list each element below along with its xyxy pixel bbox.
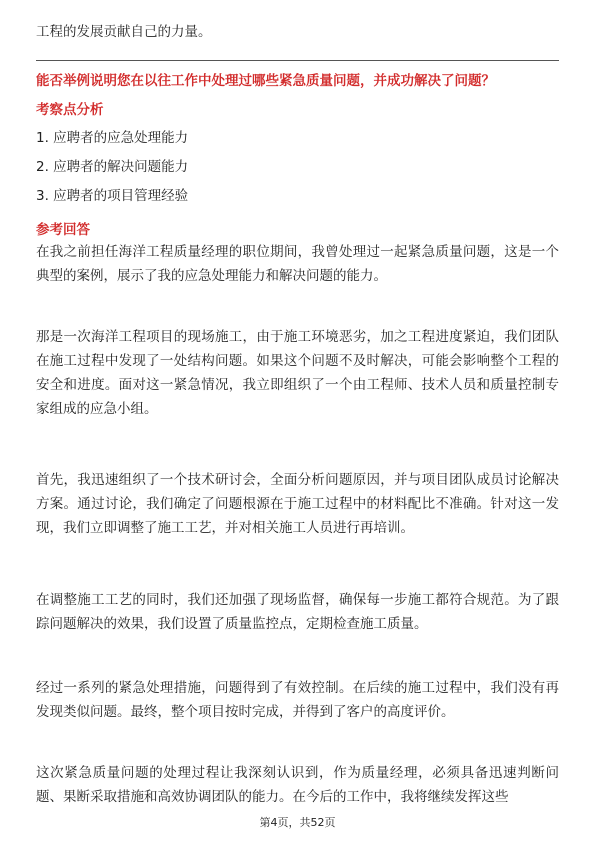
divider	[36, 60, 559, 61]
lead-text: 工程的发展贡献自己的力量。	[36, 24, 212, 40]
question-heading: 能否举例说明您在以往工作中处理过哪些紧急质量问题，并成功解决了问题？	[36, 73, 495, 89]
analysis-item: 3. 应聘者的项目管理经验	[36, 188, 189, 204]
analysis-item: 1. 应聘者的应急处理能力	[36, 130, 189, 146]
answer-paragraph: 首先，我迅速组织了一个技术研讨会，全面分析问题原因，并与项目团队成员讨论解决方案。通过讨论，我们确定了问题根源在于施工过程中的材料配比不准确。针对这一发现，我们立即调整了施工工艺，并对相关施工人员进行再培训。	[36, 472, 559, 536]
page-footer: 第4页，共52页	[259, 816, 336, 829]
answer-paragraph: 在我之前担任海洋工程质量经理的职位期间，我曾处理过一起紧急质量问题，这是一个典型的案例，展示了我的应急处理能力和解决问题的能力。	[36, 244, 559, 284]
analysis-item: 2. 应聘者的解决问题能力	[36, 159, 189, 175]
answer-paragraph: 这次紧急质量问题的处理过程让我深刻认识到，作为质量经理，必须具备迅速判断问题、果断采取措施和高效协调团队的能力。在今后的工作中，我将继续发挥这些	[36, 765, 559, 805]
answer-heading: 参考回答	[36, 222, 90, 238]
analysis-heading: 考察点分析	[36, 102, 104, 118]
answer-paragraph: 那是一次海洋工程项目的现场施工，由于施工环境恶劣，加之工程进度紧迫，我们团队在施工过程中发现了一处结构问题。如果这个问题不及时解决，可能会影响整个工程的安全和进度。面对这一紧急情况，我立即组织了一个由工程师、技术人员和质量控制专家组成的应急小组。	[36, 329, 559, 417]
answer-paragraph: 经过一系列的紧急处理措施，问题得到了有效控制。在后续的施工过程中，我们没有再发现类似问题。最终，整个项目按时完成，并得到了客户的高度评价。	[36, 680, 559, 720]
answer-paragraph: 在调整施工工艺的同时，我们还加强了现场监督，确保每一步施工都符合规范。为了跟踪问题解决的效果，我们设置了质量监控点，定期检查施工质量。	[36, 592, 559, 632]
